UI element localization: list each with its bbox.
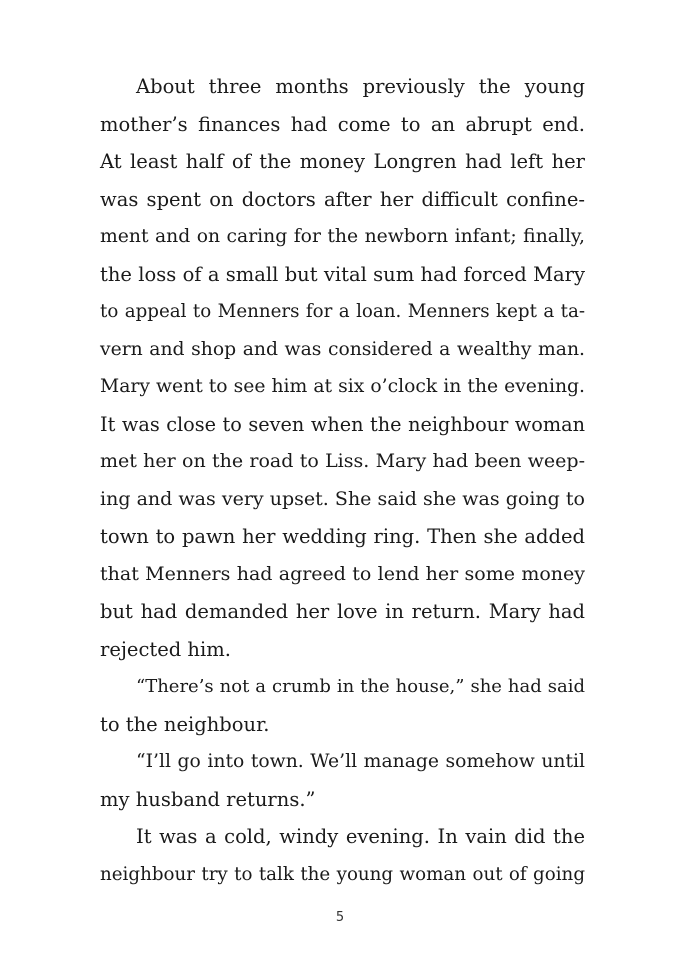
- text-line: mother’s finances had come to an abrupt end.: [100, 112, 585, 136]
- text-line: to the neighbour.: [100, 712, 270, 736]
- text-line: to appeal to Menners for a loan. Menners kept a ta-: [100, 301, 585, 322]
- text-line: At least half of the money Longren had left her: [100, 150, 585, 173]
- text-line: “I’ll go into town. We’ll manage somehow until: [136, 751, 585, 772]
- text-line: rejected him.: [100, 637, 231, 661]
- text-line: but had demanded her love in return. Mary had: [100, 600, 585, 623]
- text-line: neighbour try to talk the young woman out of going: [100, 863, 585, 885]
- text-line: vern and shop and was considered a wealthy man.: [100, 338, 585, 360]
- text-line: ment and on caring for the newborn infant; finally,: [100, 226, 585, 247]
- page-number: 5: [335, 910, 345, 925]
- text-line: was spent on doctors after her difficult confine-: [100, 187, 585, 211]
- text-line: It was close to seven when the neighbour woman: [100, 412, 585, 436]
- body-text: [100, 68, 585, 893]
- text-line: Mary went to see him at six o’clock in the evening.: [100, 376, 585, 397]
- text-line: my husband returns.”: [100, 787, 316, 811]
- text-line: town to pawn her wedding ring. Then she added: [100, 525, 585, 548]
- text-line: that Menners had agreed to lend her some money: [100, 562, 585, 585]
- text-line: “There’s not a crumb in the house,” she had said: [136, 676, 585, 697]
- text-line: About three months previously the young: [136, 75, 585, 98]
- text-line: the loss of a small but vital sum had forced Mary: [100, 262, 585, 286]
- text-line: It was a cold, windy evening. In vain did the: [136, 825, 585, 848]
- text-line: met her on the road to Liss. Mary had been weep-: [100, 450, 585, 472]
- text-line: ing and was very upset. She said she was going to: [100, 487, 585, 510]
